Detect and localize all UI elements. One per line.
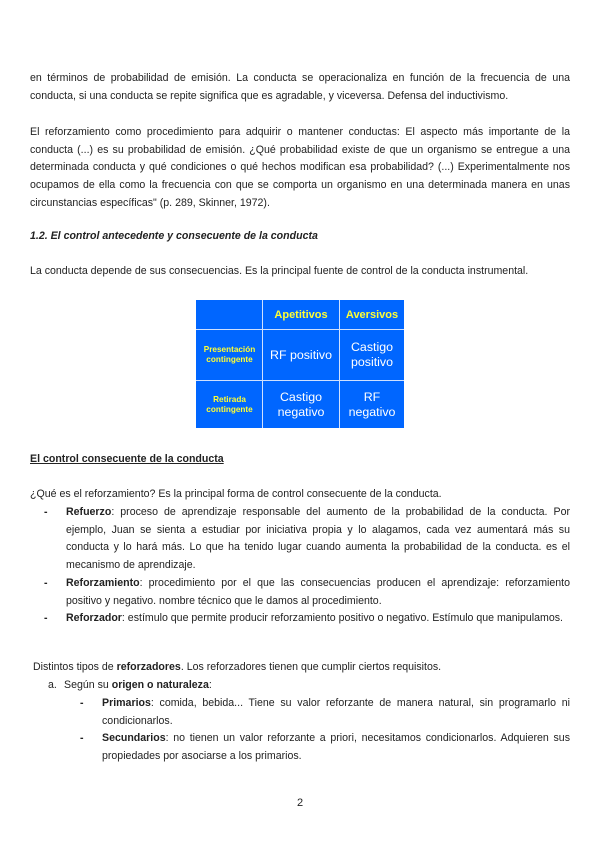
list-item bbox=[66, 695, 570, 730]
lead-text: Distintos tipos de bbox=[33, 661, 117, 673]
tipos-lead bbox=[33, 659, 573, 677]
list-item bbox=[30, 504, 570, 575]
term: Secundarios bbox=[102, 732, 166, 745]
list-item bbox=[30, 575, 570, 610]
dash-bullet: - bbox=[44, 506, 48, 518]
cell-castigo-positivo: Castigo positivo bbox=[350, 340, 393, 369]
paragraph-reforzamiento-skinner: El reforzamiento como procedimiento para adquirir o mantener conductas: El aspecto más importante de la conducta (...) es su probabilidad de emisión. ¿Qué probabilidad existe de que un organismo se entregue a una determinada conducta y qué condiciones o qué hechos modifican esa probabilidad? (...) Experimentalmente nos ocupamos de ella como la frecuencia con que se comporta un organismo en una determinada manera en unas circunstancias específicas" (p. 289, Skinner, 1972). bbox=[30, 126, 570, 209]
definition: : comida, bebida... Tiene su valor reforzante de manera natural, sin programarlo ni condicionarlos. bbox=[102, 697, 570, 727]
section-intro-text: La conducta depende de sus consecuencias. Es la principal fuente de control de la conducta instrumental. bbox=[30, 265, 529, 277]
cell-rf-positivo: RF positivo bbox=[270, 347, 332, 362]
definition: : estímulo que permite producir reforzamiento positivo o negativo. Estímulo que manipulamos. bbox=[121, 612, 563, 625]
dash-bullet: - bbox=[44, 576, 48, 589]
term: Refuerzo bbox=[66, 506, 112, 518]
definitions-list bbox=[30, 504, 570, 628]
dash-bullet: - bbox=[80, 697, 84, 709]
row-header-presentacion: Presentación contingente bbox=[203, 345, 256, 364]
definition: : proceso de aprendizaje responsable del aumento de la probabilidad de la conducta. Por ejemplo, Juan se sienta a estudiar por iniciativa propia y lo alagamos, cada vez aumentará más su conducta y lo hará más. Lo que ha tenido lugar cuando aumenta la probabilidad de la conducta. es el mecanismo de aprendizaje. bbox=[66, 506, 570, 572]
sub-list-block bbox=[66, 695, 570, 766]
criterion-bold: origen o naturaleza bbox=[111, 679, 209, 691]
dash-bullet: - bbox=[80, 732, 84, 745]
definition: : no tienen un valor reforzante a priori, necesitamos condicionarlos. Adquieren sus propiedades por asociarse a los primarios. bbox=[102, 732, 570, 763]
list-item bbox=[66, 730, 570, 765]
list-item bbox=[30, 610, 570, 628]
lead-bold: reforzadores bbox=[116, 661, 181, 673]
definition: : procedimiento por el que las consecuencias producen el aprendizaje: reforzamiento positivo y negativo. nombre técnico que le damos al procedimiento. bbox=[66, 576, 570, 607]
criterion-text: Según su bbox=[64, 679, 112, 691]
question-reforzamiento: ¿Qué es el reforzamiento? Es la principal forma de control consecuente de la conducta. bbox=[30, 488, 442, 500]
row-header-retirada: Retirada contingente bbox=[206, 394, 253, 414]
lead-text-end: . Los reforzadores tienen que cumplir ciertos requisitos. bbox=[180, 661, 442, 673]
subsection-heading: El control consecuente de la conducta bbox=[30, 453, 224, 465]
sub-list bbox=[66, 695, 570, 766]
col-header-apetitivos: Apetitivos bbox=[274, 308, 328, 321]
cell-castigo-negativo: Castigo negativo bbox=[277, 389, 325, 419]
term: Primarios bbox=[102, 697, 151, 709]
term: Reforzamiento bbox=[66, 576, 140, 589]
section-heading: 1.2. El control antecedente y consecuente de la conducta bbox=[30, 230, 318, 242]
criterion-colon: : bbox=[208, 679, 212, 691]
tipos-criterion-a bbox=[48, 677, 570, 695]
dash-bullet: - bbox=[44, 612, 48, 625]
enum-marker: a. bbox=[48, 679, 57, 691]
definitions-list-block bbox=[30, 504, 570, 628]
cell-rf-negativo: RF negativo bbox=[348, 389, 396, 419]
col-header-aversivos: Aversivos bbox=[345, 308, 399, 321]
contingency-table bbox=[196, 300, 404, 428]
paragraph-inductivismo: en términos de probabilidad de emisión. La conducta se operacionaliza en función de la frecuencia de una conducta, si una conducta se repite significa que es agradable, y viceversa. Defensa del inductivismo. bbox=[30, 72, 570, 102]
page-number: 2 bbox=[296, 797, 304, 809]
term: Reforzador bbox=[66, 612, 122, 625]
